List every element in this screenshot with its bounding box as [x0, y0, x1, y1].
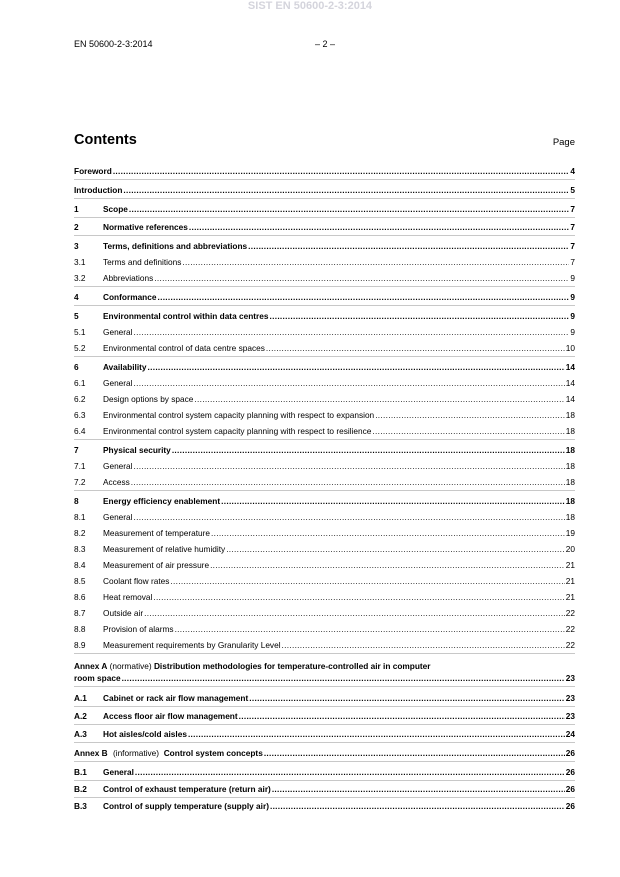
dot-leader [148, 362, 565, 373]
toc-entry-title: Environmental control of data centre spaces [103, 343, 265, 353]
toc-entry[interactable] [74, 292, 575, 303]
dot-leader [144, 608, 565, 619]
toc-entry-title: room space [74, 673, 121, 683]
annex-kind: (informative) [110, 748, 164, 758]
toc-entry-number: 8.1 [74, 512, 86, 522]
toc-entry[interactable] [74, 544, 575, 555]
toc-entry-title: Measurement of relative humidity [103, 544, 226, 554]
dot-leader [272, 784, 565, 795]
toc-entry-number: 8.9 [74, 640, 86, 650]
dot-leader [175, 624, 565, 635]
dot-leader [266, 343, 565, 354]
dot-leader [154, 273, 569, 284]
toc-entry-number: 3.2 [74, 273, 86, 283]
toc-entry-number: B.3 [74, 801, 87, 811]
toc-entry-page: 26 [565, 748, 575, 758]
divider [74, 235, 575, 236]
toc-entry-title: Foreword [74, 166, 112, 176]
toc-entry-number: 7.2 [74, 477, 86, 487]
toc-entry-page: 21 [565, 576, 575, 586]
toc-entry[interactable] [74, 560, 575, 571]
annex-a-heading[interactable] [74, 661, 431, 672]
toc-entry-title: Cabinet or rack air flow management [103, 693, 249, 703]
toc-entry-title: Outside air [103, 608, 144, 618]
toc-entry-page: 21 [565, 560, 575, 570]
toc-entry[interactable] [74, 410, 575, 421]
toc-entry-page: 7 [570, 204, 575, 214]
toc-entry-title: Coolant flow rates [103, 576, 170, 586]
toc-entry-number: 8.3 [74, 544, 86, 554]
toc-entry-number: B.1 [74, 767, 87, 777]
toc-entry-title: General [103, 767, 134, 777]
toc-entry-page: 14 [565, 378, 575, 388]
toc-entry-number: 8.6 [74, 592, 86, 602]
annex-label: Annex B [74, 748, 108, 758]
dot-leader [270, 311, 570, 322]
toc-entry-page: 20 [565, 544, 575, 554]
dot-leader [153, 592, 564, 603]
toc-entry-title: Normative references [103, 222, 188, 232]
toc-entry-page: 9 [570, 311, 575, 321]
annex-b-entry[interactable] [74, 767, 575, 778]
toc-entry-number: 4 [74, 292, 79, 302]
toc-entry-page: 22 [565, 624, 575, 634]
toc-entry-number: 3 [74, 241, 79, 251]
divider [74, 653, 575, 654]
divider [74, 356, 575, 357]
toc-entry-page: 9 [570, 292, 575, 302]
toc-entry-number: 8.4 [74, 560, 86, 570]
dot-leader [157, 292, 569, 303]
divider [74, 217, 575, 218]
toc-entry-page: 22 [565, 640, 575, 650]
divider [74, 198, 575, 199]
toc-entry-title: Scope [103, 204, 128, 214]
annex-label: Annex A [74, 661, 108, 671]
dot-leader [189, 222, 570, 233]
toc-entry-title: Control of supply temperature (supply air) [103, 801, 269, 811]
dot-leader [123, 185, 569, 196]
toc-entry-number: 8.7 [74, 608, 86, 618]
dot-leader [239, 711, 565, 722]
toc-entry-title: Measurement of air pressure [103, 560, 210, 570]
dot-leader [249, 693, 565, 704]
dot-leader [226, 544, 565, 555]
toc-entry[interactable] [74, 378, 575, 389]
dot-leader [134, 512, 565, 523]
dot-leader [194, 394, 564, 405]
toc-entry-title: Environmental control system capacity planning with respect to resilience [103, 426, 372, 436]
dot-leader [210, 560, 565, 571]
toc-entry[interactable] [74, 445, 575, 456]
toc-entry-title: General [103, 378, 133, 388]
toc-entry-title: General [103, 512, 133, 522]
toc-entry-number: 6.3 [74, 410, 86, 420]
annex-title: Control system concepts [163, 748, 263, 758]
annex-b-heading[interactable] [74, 748, 575, 759]
toc-entry-number: 8.2 [74, 528, 86, 538]
toc-entry-title: Control of exhaust temperature (return air) [103, 784, 271, 794]
toc-entry-title: Availability [103, 362, 147, 372]
toc-entry-number: A.2 [74, 711, 87, 721]
toc-entry-number: 6.4 [74, 426, 86, 436]
divider [74, 179, 575, 180]
toc-entry-number: 7.1 [74, 461, 86, 471]
toc-entry[interactable] [74, 512, 575, 523]
toc-entry-title: Design options by space [103, 394, 194, 404]
toc-entry-title: Access [103, 477, 130, 487]
toc-entry-page: 18 [565, 445, 575, 455]
annex-kind: (normative) [109, 661, 154, 671]
annex-title: Distribution methodologies for temperature-controlled air in computer [153, 661, 431, 671]
dot-leader [131, 477, 565, 488]
toc-entry[interactable] [74, 592, 575, 603]
toc-entry[interactable] [74, 273, 575, 284]
toc-entry-number: 8.5 [74, 576, 86, 586]
toc-entry-page: 18 [565, 461, 575, 471]
toc-entry-page: 26 [565, 767, 575, 777]
toc-entry-number: 2 [74, 222, 79, 232]
toc-entry[interactable] [74, 496, 575, 507]
toc-entry-page: 14 [565, 362, 575, 372]
dot-leader [188, 729, 565, 740]
toc-entry-page: 7 [570, 257, 575, 267]
toc-entry-page: 18 [565, 426, 575, 436]
toc-entry[interactable] [74, 528, 575, 539]
toc-entry-number: 6.2 [74, 394, 86, 404]
toc-entry[interactable] [74, 241, 575, 252]
toc-entry-page: 19 [565, 528, 575, 538]
toc-entry[interactable] [74, 257, 575, 268]
toc-entry[interactable] [74, 461, 575, 472]
toc-entry-page: 9 [570, 273, 575, 283]
toc-entry-number: A.3 [74, 729, 87, 739]
divider [74, 780, 575, 781]
dot-leader [248, 241, 569, 252]
toc-entry-page: 23 [565, 673, 575, 683]
toc-entry[interactable] [74, 624, 575, 635]
toc-entry-page: 14 [565, 394, 575, 404]
dot-leader [264, 748, 565, 759]
toc-entry-title: Terms, definitions and abbreviations [103, 241, 248, 251]
toc-entry-page: 18 [565, 496, 575, 506]
toc-entry-number: 6.1 [74, 378, 86, 388]
toc-entry-number: 8.8 [74, 624, 86, 634]
toc-entry-number: 6 [74, 362, 79, 372]
toc-entry[interactable] [74, 426, 575, 437]
toc-entry-title: Environmental control system capacity planning with respect to expansion [103, 410, 375, 420]
divider [74, 286, 575, 287]
dot-leader [182, 257, 569, 268]
dot-leader [135, 767, 565, 778]
divider [74, 797, 575, 798]
divider [74, 686, 575, 687]
dot-leader [221, 496, 565, 507]
toc-entry-page: 4 [570, 166, 575, 176]
contents-title: Contents [74, 132, 137, 148]
annex-a-entry[interactable] [74, 693, 575, 704]
toc-entry[interactable] [74, 576, 575, 587]
dot-leader [134, 378, 565, 389]
toc-entry-number: 5.2 [74, 343, 86, 353]
dot-leader [113, 166, 570, 177]
watermark-text: SIST EN 50600-2-3:2014 [247, 0, 373, 12]
toc-entry-number: 1 [74, 204, 79, 214]
toc-entry-title: Measurement of temperature [103, 528, 210, 538]
toc-entry-page: 23 [565, 711, 575, 721]
toc-entry-page: 18 [565, 410, 575, 420]
dot-leader [211, 528, 565, 539]
toc-entry-number: A.1 [74, 693, 87, 703]
toc-entry[interactable] [74, 362, 575, 373]
divider [74, 724, 575, 725]
toc-entry-title: Introduction [74, 185, 123, 195]
toc-entry-page: 24 [565, 729, 575, 739]
toc-entry-page: 18 [565, 477, 575, 487]
toc-entry[interactable] [74, 608, 575, 619]
annex-a-heading-line2[interactable] [74, 673, 575, 684]
divider [74, 490, 575, 491]
dot-leader [134, 327, 570, 338]
toc-entry-title: Physical security [103, 445, 171, 455]
toc-entry-page: 7 [570, 222, 575, 232]
toc-entry-title: General [103, 461, 133, 471]
toc-entry-page: 10 [565, 343, 575, 353]
toc-entry[interactable] [74, 640, 575, 651]
toc-entry[interactable] [74, 327, 575, 338]
divider [74, 439, 575, 440]
toc-entry[interactable] [74, 394, 575, 405]
toc-entry-title: Terms and definitions [103, 257, 182, 267]
annex-b-entry[interactable] [74, 801, 575, 812]
toc-entry-title: Energy efficiency enablement [103, 496, 221, 506]
toc-entry[interactable] [74, 204, 575, 215]
toc-entry-page: 5 [570, 185, 575, 195]
toc-entry-number: 3.1 [74, 257, 86, 267]
dot-leader [282, 640, 565, 651]
toc-entry-title: Environmental control within data centres [103, 311, 269, 321]
toc-entry-title: Access floor air flow management [103, 711, 238, 721]
toc-entry-page: 22 [565, 608, 575, 618]
toc-entry-page: 26 [565, 801, 575, 811]
toc-entry-number: 8 [74, 496, 79, 506]
toc-entry-title: Conformance [103, 292, 157, 302]
dot-leader [134, 461, 565, 472]
page-number: – 2 – [314, 39, 336, 49]
toc-entry-number: 5.1 [74, 327, 86, 337]
toc-entry-number: B.2 [74, 784, 87, 794]
divider [74, 742, 575, 743]
toc-entry-title: Abbreviations [103, 273, 154, 283]
toc-entry-page: 21 [565, 592, 575, 602]
toc-entry-page: 23 [565, 693, 575, 703]
toc-entry[interactable] [74, 343, 575, 354]
toc-entry-title: General [103, 327, 133, 337]
toc-entry-page: 26 [565, 784, 575, 794]
annex-a-entry[interactable] [74, 711, 575, 722]
toc-entry[interactable] [74, 311, 575, 322]
toc-entry[interactable] [74, 166, 575, 177]
dot-leader [122, 673, 565, 684]
dot-leader [170, 576, 564, 587]
dot-leader [375, 410, 565, 421]
toc-entry-page: 9 [570, 327, 575, 337]
divider [74, 706, 575, 707]
toc-entry-title: Measurement requirements by Granularity Level [103, 640, 281, 650]
toc-entry[interactable] [74, 477, 575, 488]
toc-entry-number: 5 [74, 311, 79, 321]
toc-entry-title: Provision of alarms [103, 624, 174, 634]
annex-a-entry[interactable] [74, 729, 575, 740]
annex-b-entry[interactable] [74, 784, 575, 795]
divider [74, 305, 575, 306]
dot-leader [270, 801, 565, 812]
toc-entry-title: Heat removal [103, 592, 153, 602]
toc-entry-number: 7 [74, 445, 79, 455]
toc-entry-page: 7 [570, 241, 575, 251]
dot-leader [129, 204, 569, 215]
document-id: EN 50600-2-3:2014 [74, 39, 153, 49]
dot-leader [372, 426, 564, 437]
toc-entry-title: Hot aisles/cold aisles [103, 729, 187, 739]
page-column-label: Page [552, 137, 575, 148]
toc-entry[interactable] [74, 185, 575, 196]
divider [74, 761, 575, 762]
dot-leader [172, 445, 565, 456]
toc-entry[interactable] [74, 222, 575, 233]
toc-entry-page: 18 [565, 512, 575, 522]
